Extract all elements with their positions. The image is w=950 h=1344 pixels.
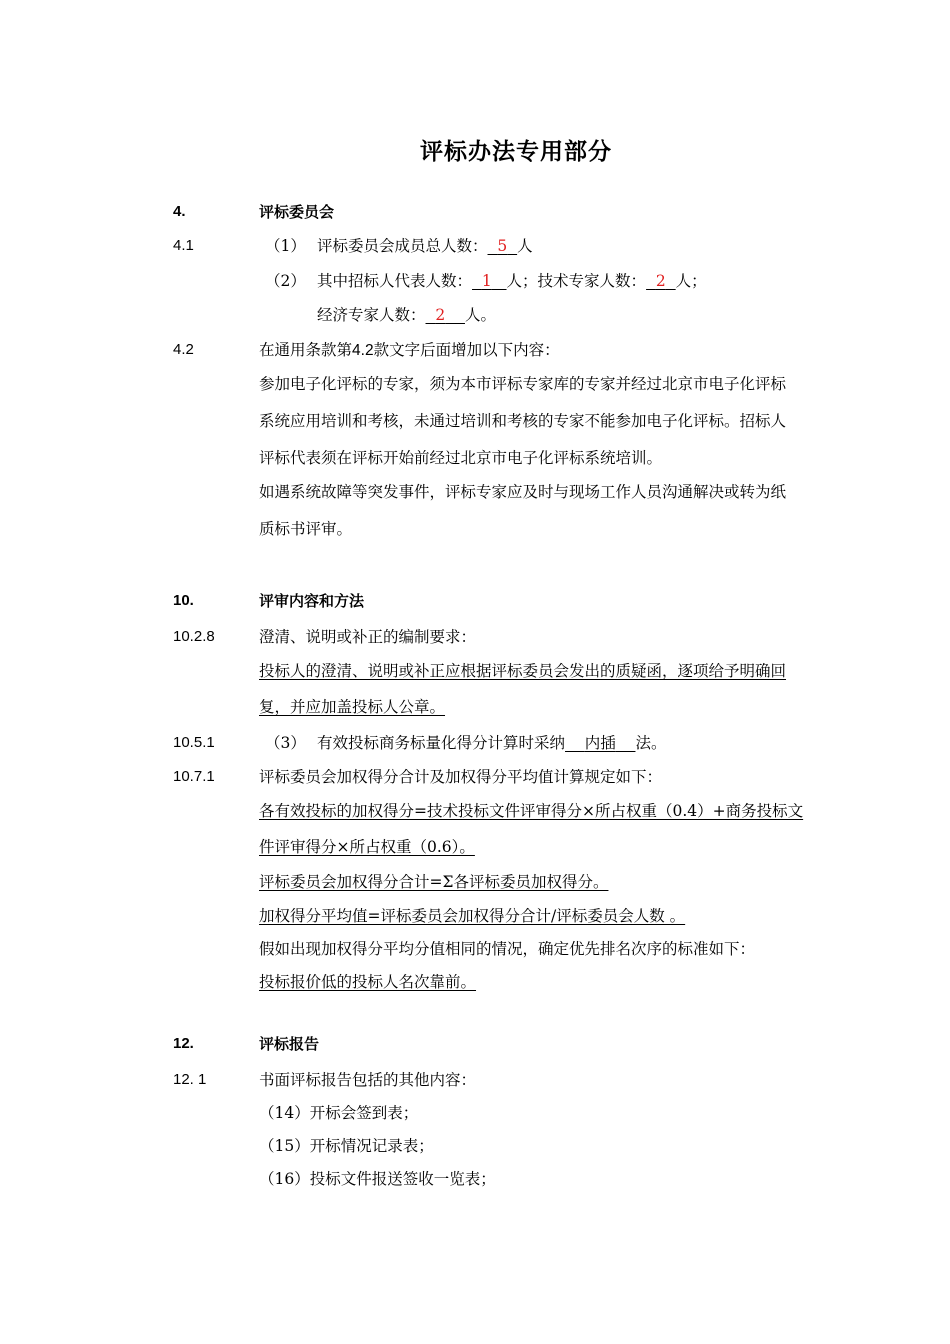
item-label: 评标委员会成员总人数：: [317, 237, 488, 255]
fill-in-blank: [472, 272, 507, 290]
item-text: [317, 268, 707, 294]
clause-text: 澄清、说明或补正的编制要求：: [259, 628, 477, 646]
item-text: [317, 233, 533, 259]
paragraph-line: 如遇系统故障等突发事件，评标专家应及时与现场工作人员沟通解决或转为纸: [259, 483, 787, 501]
clause-number: 4.2: [173, 341, 194, 358]
item-label: 经济专家人数：: [317, 306, 426, 324]
item-marker: （3）: [265, 734, 306, 752]
paragraph-line: 假如出现加权得分平均分值相同的情况，确定优先排名次序的标准如下：: [259, 940, 756, 958]
fill-in-blank: [426, 306, 465, 324]
item-text: [317, 302, 496, 328]
list-item-text: （15）开标情况记录表；: [259, 1137, 434, 1155]
unit: 人: [517, 237, 533, 255]
clause-text: 评标委员会加权得分合计及加权得分平均值计算规定如下：: [259, 768, 663, 786]
committee-total-value: 5: [497, 237, 508, 255]
item-label: 其中招标人代表人数：: [317, 272, 473, 290]
page-title: 评标办法专用部分: [420, 139, 612, 165]
clause-number: 12. 1: [173, 1071, 207, 1088]
underlined-line: 加权得分平均值=评标委员会加权得分合计/评标委员会人数 。: [259, 907, 686, 925]
section-number: 12.: [173, 1035, 194, 1052]
paragraph-line: 系统应用培训和考核，未通过培训和考核的专家不能参加电子化评标。招标人: [259, 412, 787, 430]
item-marker: （1）: [265, 237, 306, 255]
method-value: 内插: [584, 734, 616, 752]
section-number: 4.: [173, 203, 186, 220]
underlined-line: 件评审得分×所占权重（0.6）。: [259, 838, 475, 856]
underlined-line: 复，并应加盖投标人公章。: [259, 698, 446, 716]
underlined-line: 投标人的澄清、说明或补正应根据评标委员会发出的质疑函，逐项给予明确回: [259, 662, 787, 680]
section-heading: 评审内容和方法: [259, 592, 365, 610]
item-text: [317, 730, 666, 756]
clause-number: 10.5.1: [173, 734, 215, 751]
item-label: 技术专家人数：: [537, 272, 647, 290]
econ-expert-value: 2: [435, 306, 446, 324]
underlined-line: 各有效投标的加权得分=技术投标文件评审得分×所占权重（0.4）+商务投标文: [259, 802, 804, 820]
underlined-line: 评标委员会加权得分合计=Σ各评标委员加权得分。: [259, 873, 609, 891]
clause-text-part: 款文字后面增加以下内容：: [373, 341, 560, 359]
clause-number: 4.1: [173, 237, 194, 254]
clause-text: [259, 337, 560, 364]
fill-in-blank: [565, 734, 635, 752]
paragraph-line: 参加电子化评标的专家，须为本市评标专家库的专家并经过北京市电子化评标: [259, 375, 787, 393]
fill-in-blank: [488, 237, 518, 255]
clause-ref-number: 4.2: [352, 342, 374, 359]
clause-text: 书面评标报告包括的其他内容：: [259, 1071, 477, 1089]
clause-number: 10.7.1: [173, 768, 215, 785]
section-number: 10.: [173, 592, 194, 609]
fill-in-blank: [646, 272, 676, 290]
clause-text-part: 在通用条款第: [259, 341, 353, 359]
unit: 人；: [675, 272, 707, 290]
section-heading: 评标报告: [259, 1035, 320, 1053]
list-item-text: （16）投标文件报送签收一览表；: [259, 1170, 496, 1188]
unit: 人；: [506, 272, 538, 290]
unit: 人。: [464, 306, 496, 324]
item-marker: （2）: [265, 272, 306, 290]
section-heading: 评标委员会: [259, 203, 335, 221]
item-text-part: 有效投标商务标量化得分计算时采纳: [317, 734, 566, 752]
clause-number: 10.2.8: [173, 628, 215, 645]
paragraph-line: 评标代表须在评标开始前经过北京市电子化评标系统培训。: [259, 449, 663, 467]
underlined-line: 投标报价低的投标人名次靠前。: [259, 973, 477, 991]
paragraph-line: 质标书评审。: [259, 520, 353, 538]
list-item-text: （14）开标会签到表；: [259, 1104, 419, 1122]
tenderer-rep-value: 1: [481, 272, 492, 290]
item-text-part: 法。: [635, 734, 667, 752]
tech-expert-value: 2: [655, 272, 666, 290]
